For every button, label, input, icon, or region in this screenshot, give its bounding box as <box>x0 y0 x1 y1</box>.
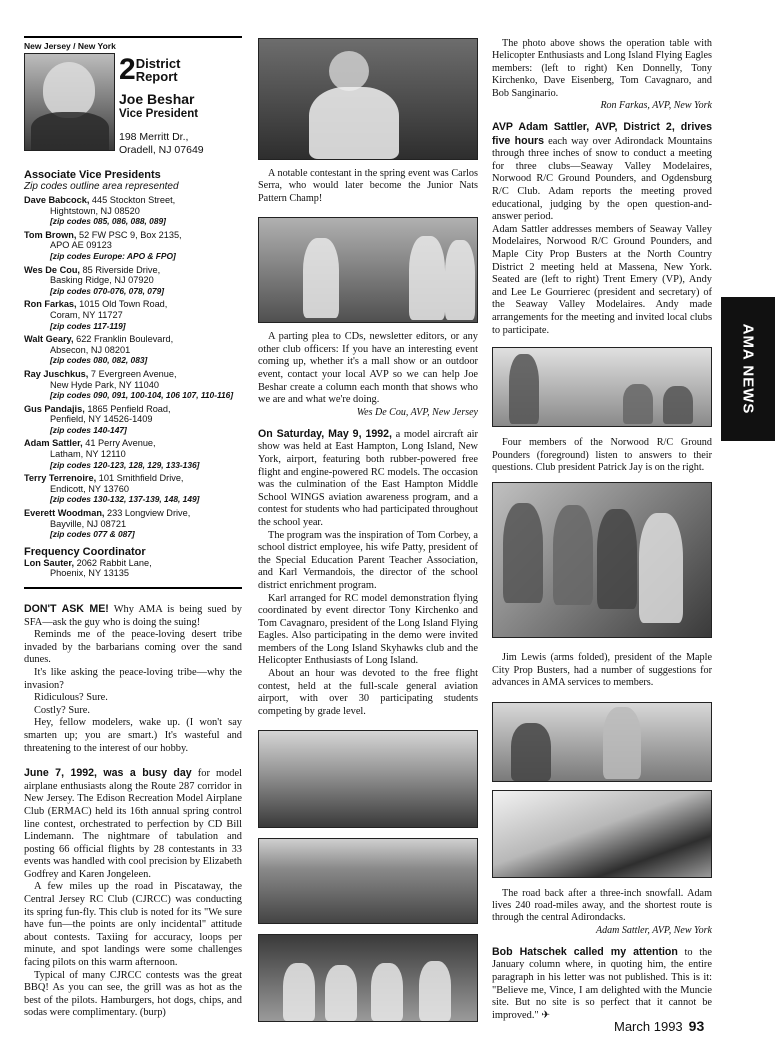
freq-title: Frequency Coordinator <box>24 545 146 558</box>
may-article: On Saturday, May 9, 1992, a model aircraft air show was held at East Hampton, Long Island, New York, airport, featuring both rubber-powered free flight and engine-powered RC models. The occasion was the culmination of the East Hampton Middle School WINGS aviation awareness program, and a contest for students who had participated throughout the school year. The program was the inspiration of Tom Corbey, a school district employee, his wife Patty, president of the Special Education Parent Teacher Association, and Karl Vermandois, the director of the school district enrichment program. Karl arranged for RC model demonstration flying coordinated by event director Tony Kirchenko and Tom Cavagnaro, president of the Long Island Flying Eagles. Also participating in the demo were invited members of the Long Island Skyhawks club and the Helicopter Enthusiasts of Long Island. About an hour was devoted to the free flight contest, held at the full-scale general aviation airport, with over 30 participating students competing by grade level. <box>258 427 478 717</box>
photo-meeting-table <box>492 347 712 427</box>
district-title <box>119 55 180 85</box>
district-word: District <box>135 56 181 71</box>
report-word: Report <box>135 69 178 84</box>
avp-entry: Gus Pandajis, 1865 Penfield Road, Penfield, NY 14526-1409 [zip codes 140-147] <box>24 403 171 435</box>
avp-entry: Adam Sattler, 41 Perry Avenue, Latham, NY 12110 [zip codes 120-123, 128, 129, 133-136] <box>24 438 200 470</box>
issue-date: March 1993 <box>614 1019 683 1034</box>
vp-title: Vice President <box>119 108 199 120</box>
dont-ask-article: DON'T ASK ME! Why AMA is being sued by SFA—ask the guy who is doing the suing! Reminds me of the peace-loving desert tribe invaded by the barbarians coming over the sand dunes. It's like asking the peace-loving tribe—why the invasion? Ridiculous? Sure. Costly? Sure. Hey, fellow modelers, wake up. (I won't say smarten up; you are smart.) It's wasteful and threatening to the interest of our hobby. <box>24 603 242 754</box>
parting-plea: A parting plea to CDs, newsletter editors, or any other club officers: If you have an interesting event coming up, whether it's a mall show or an outdoor event, contact your local AVP so we can help Joe Beshar create a column each month that shows who we are and what we're doing. <box>258 331 478 406</box>
photo-bbq <box>258 217 478 323</box>
avp-entry: Dave Babcock, 445 Stockton Street, Hightstown, NJ 08520 [zip codes 085, 086, 088, 089] <box>24 195 176 227</box>
ama-news-tab: AMA NEWS <box>721 297 775 441</box>
district-header <box>24 53 242 165</box>
avp-entry: Walt Geary, 622 Franklin Boulevard, Absecon, NJ 08201 [zip codes 080, 082, 083] <box>24 334 174 366</box>
section-rule <box>24 587 242 589</box>
top-rule <box>24 36 242 38</box>
photo-carlos-serra <box>258 38 478 160</box>
caption-norwood: Four members of the Norwood R/C Ground Pounders (foreground) listen to answers to their questions. Club president Patrick Jay is on the right. <box>492 437 712 473</box>
avp-entry: Wes De Cou, 85 Riverside Drive, Basking Ridge, NJ 07920 [zip codes 070-076, 078, 079] <box>24 264 165 296</box>
page-number: 93 <box>688 1018 705 1034</box>
signature-wes: Wes De Cou, AVP, New Jersey <box>356 406 478 418</box>
signature-adam: Adam Sattler, AVP, New York <box>596 924 712 936</box>
avp-list <box>24 195 242 540</box>
column-right <box>492 38 712 1022</box>
avp-entry: Everett Woodman, 233 Longview Drive, Bayville, NJ 08721 [zip codes 077 & 087] <box>24 508 191 540</box>
avp-entry: Ron Farkas, 1015 Old Town Road, Coram, NY 11727 [zip codes 117-119] <box>24 299 168 331</box>
photo-fun-fly <box>258 838 478 924</box>
photo-norwood-members <box>492 482 712 638</box>
vp-address-line2: Oradell, NJ 07649 <box>119 144 204 156</box>
avp-entry: Ray Juschkus, 7 Evergreen Avenue, New Hyde Park, NY 11040 [zip codes 090, 091, 100-104, 106 107, 110-116] <box>24 368 234 401</box>
avp-title: Associate Vice Presidents <box>24 169 161 181</box>
caption-road: The road back after a three-inch snowfall. Adam lives 240 road-miles away, and the shortest route is through the central Adirondacks. <box>492 887 712 924</box>
photo-snowy-road <box>492 790 712 878</box>
caption-carlos: A notable contestant in the spring event was Carlos Serra, who would later become the Junior Nats Pattern Champ! <box>258 168 478 204</box>
district-number: 2 <box>119 53 136 86</box>
caption-jim-lewis: Jim Lewis (arms folded), president of the Maple City Prop Busters, had a number of suggestions for advances in AMA services to members. <box>492 652 712 689</box>
column-left <box>24 36 242 1020</box>
photo-grill <box>258 934 478 1022</box>
caption-operation-table: The photo above shows the operation table with Helicopter Enthusiasts and Long Island Flying Eagles members: (left to right) Ken Donnelly, Tony Kirchenko, Dave Eisenberg, Tom Cavagnaro, and Bob Sanginario. <box>492 38 712 99</box>
region-label: New Jersey / New York <box>24 41 116 51</box>
vp-portrait <box>24 53 115 151</box>
avp-entry: Terry Terrenoire, 101 Smithfield Drive, Endicott, NY 13760 [zip codes 130-132, 137-139, 148, 149] <box>24 473 200 505</box>
vp-name: Joe Beshar <box>119 91 195 107</box>
vp-address-line1: 198 Merritt Dr., <box>119 131 189 143</box>
page-footer <box>614 1018 704 1034</box>
avp-subtitle: Zip codes outline area represented <box>24 181 179 192</box>
avp-entry: Tom Brown, 52 FW PSC 9, Box 2135, APO AE 09123 [zip codes Europe: APO & FPO] <box>24 229 182 261</box>
signature-ron: Ron Farkas, AVP, New York <box>600 100 712 112</box>
photo-flying-field <box>258 730 478 828</box>
bob-article: Bob Hatschek called my attention to the January column where, in quoting him, the entire paragraph in his letter was not published. This is it: "Believe me, Vince, I am delighted with the Muncie site. But no site is so perfect that it cannot be improved." ✈ <box>492 945 712 1021</box>
adam-article: AVP Adam Sattler, AVP, District 2, drives five hours each way over Adirondack Mountains through three inches of snow to conduct a meeting for three clubs—Seaway Valley Modelaires, Norwood R/C Ground Pounders, and Ogdensburg R/C Club. Adam reports the meeting proved educational, judging by the open question-and-answer period. Adam Sattler addresses members of Seaway Valley Modelaires, Norwood R/C Ground Pounders, and Maple City Prop Busters at the North Country District 2 meeting held at Massena, New York. Seated are (left to right) Trent Emery (VP), Andy and Lee Le Gourrierec (president and secretary) of the Seaway Valley Modelaires. Andy made arrangements for the meeting and invited local clubs to participate. <box>492 121 712 336</box>
column-middle <box>258 38 478 1022</box>
june-article: June 7, 1992, was a busy day for model airplane enthusiasts along the Route 287 corridor in New Jersey. The Edison Recreation Model Airplane Club (ERMAC) held its 16th annual spring control line contest, orchestrated to perfection by CD Bill Lindemann. The nightmare of tabulation and posting 66 official flights by 28 contestants in 33 events was handled with cool precision by Elizabeth Godfrey and Karen Jongeleen. A few miles up the road in Piscataway, the Central Jersey RC Club (CJRCC) was conducting its spring fun-fly. This club is noted for its "We sure have fun—the points are only incidental" attitude about contests. Taxiing for accuracy, loops per minute, and spot landings were some challenges facing pilots on this warm afternoon. Typical of many CJRCC contests was the great BBQ! As you can see, the grill was as hot as the best of the pilots. Hamburgers, hot dogs, chips, and sodas were complimentary. (burp) <box>24 767 242 1019</box>
freq-entry: Lon Sauter, 2062 Rabbit Lane, Phoenix, NY 13135 <box>24 557 152 579</box>
photo-jim-lewis <box>492 702 712 782</box>
